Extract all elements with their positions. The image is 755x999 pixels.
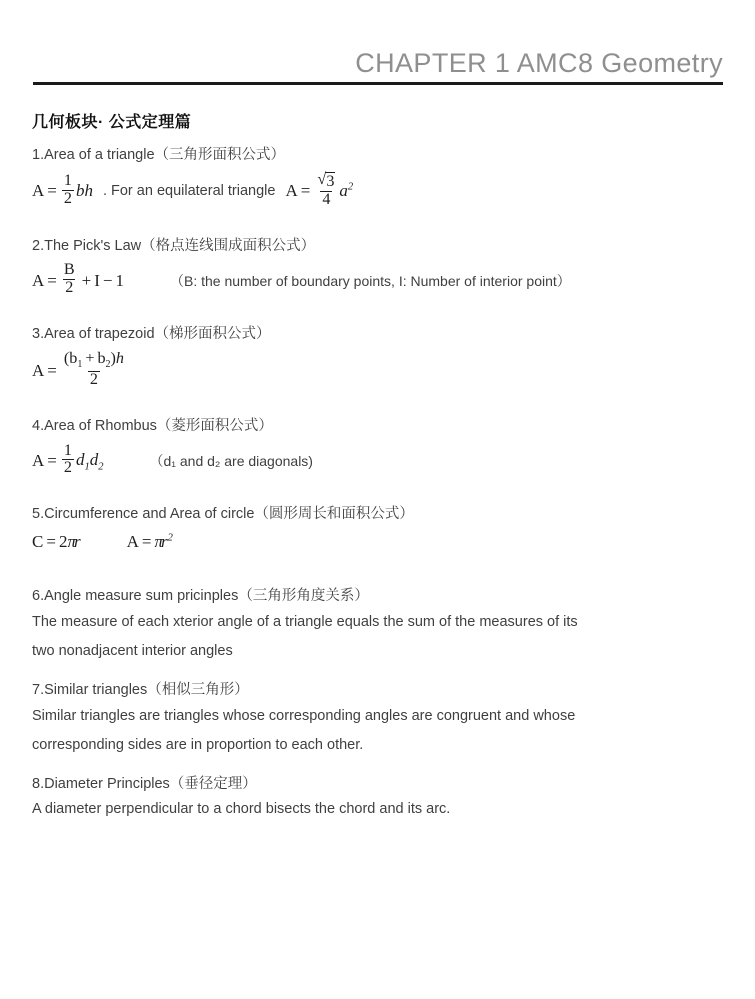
formula-3-numerator bbox=[62, 351, 126, 371]
document-content bbox=[32, 145, 724, 824]
formula-1-bh: bh bbox=[75, 181, 93, 201]
item-7-similar-triangles bbox=[32, 680, 724, 760]
formula-3-b1-sub: 1 bbox=[77, 359, 83, 371]
formula-3-equals: = bbox=[47, 360, 57, 380]
item-4-area-of-rhombus bbox=[32, 416, 724, 479]
formula-4-d1 bbox=[76, 450, 90, 472]
formula-5-pi: π bbox=[67, 532, 74, 552]
formula-5-C: C bbox=[32, 532, 44, 552]
formula-2-one: 1 bbox=[115, 270, 125, 290]
formula-4-d1-sub: 1 bbox=[84, 461, 90, 473]
formula-3-lparen: ( bbox=[63, 350, 70, 368]
formula-4-numerator: 1 bbox=[63, 441, 72, 459]
formula-5-r: r bbox=[73, 532, 81, 552]
formula-3-b2 bbox=[97, 350, 111, 371]
formula-4-d2-base: d bbox=[89, 449, 99, 469]
item-3-area-of-trapezoid bbox=[32, 324, 724, 389]
formula-1-radicand: 3 bbox=[326, 172, 335, 190]
formula-2-A: A bbox=[32, 270, 45, 290]
formula-4-d2-sub: 2 bbox=[98, 461, 104, 473]
item-6-body-line-2: two nonadjacent interior angles bbox=[32, 642, 233, 659]
formula-4-d2 bbox=[90, 450, 104, 472]
formula-2-numerator: B bbox=[63, 261, 75, 279]
item-7-body-line-1: Similar triangles are triangles whose corresponding angles are congruent and whose bbox=[32, 707, 576, 724]
item-4-formula bbox=[32, 441, 724, 479]
sqrt-icon bbox=[317, 172, 335, 191]
section-heading: 几何板块· 公式定理篇 bbox=[32, 114, 192, 131]
item-2-formula bbox=[32, 263, 724, 298]
formula-1-fraction bbox=[62, 173, 74, 208]
item-1-formula bbox=[32, 173, 724, 210]
item-4-note: （d₁ and d₂ are diagonals) bbox=[149, 452, 313, 469]
item-8-diameter-principles bbox=[32, 774, 724, 825]
formula-5-r-2 bbox=[161, 532, 173, 552]
formula-5-pi-2: π bbox=[154, 532, 161, 552]
formula-2-equals: = bbox=[47, 270, 57, 290]
formula-5-two: 2 bbox=[58, 532, 68, 552]
formula-5-equals-2: = bbox=[141, 532, 152, 552]
item-5-circle bbox=[32, 504, 724, 552]
item-5-title: 5.Circumference and Area of circle（圆形周长和面积公式） bbox=[32, 506, 414, 523]
formula-3-h: h bbox=[115, 350, 124, 368]
item-7-title: 7.Similar triangles（相似三角形） bbox=[32, 681, 249, 698]
formula-1-a bbox=[339, 181, 353, 201]
formula-4-denominator: 2 bbox=[63, 459, 72, 477]
formula-5-equals: = bbox=[46, 532, 56, 552]
item-4-title: 4.Area of Rhombus（菱形面积公式） bbox=[32, 417, 273, 434]
item-5-formula bbox=[32, 532, 724, 552]
page-header bbox=[33, 48, 723, 85]
formula-3-rparen: ) bbox=[110, 350, 116, 368]
formula-1-A2: A bbox=[285, 181, 298, 201]
item-2-picks-law bbox=[32, 236, 724, 299]
formula-2-I: I bbox=[94, 270, 100, 290]
formula-3-b2-base: b bbox=[97, 350, 106, 368]
formula-1-denominator: 2 bbox=[63, 189, 72, 207]
formula-1-a-exponent: 2 bbox=[347, 181, 354, 193]
formula-4-fraction bbox=[62, 443, 74, 478]
formula-1-sqrt-denominator: 4 bbox=[322, 190, 331, 208]
formula-1-numerator: 1 bbox=[63, 171, 72, 189]
formula-2-minus: − bbox=[102, 270, 113, 290]
formula-1-a-base: a bbox=[339, 181, 348, 201]
formula-4-equals: = bbox=[47, 450, 57, 470]
item-3-title: 3.Area of trapezoid（梯形面积公式） bbox=[32, 326, 271, 343]
formula-1-equals: = bbox=[47, 181, 57, 201]
item-2-note: （B: the number of boundary points, I: Number of interior point） bbox=[170, 272, 571, 289]
item-8-body-line-1: A diameter perpendicular to a chord bisects the chord and its arc. bbox=[32, 801, 451, 818]
formula-5-A: A bbox=[126, 532, 139, 552]
formula-4-A: A bbox=[32, 450, 45, 470]
formula-3-b2-sub: 2 bbox=[105, 359, 111, 371]
item-8-title: 8.Diameter Principles（垂径定理） bbox=[32, 775, 257, 792]
formula-3-b1 bbox=[69, 350, 83, 371]
item-6-body-line-1: The measure of each xterior angle of a triangle equals the sum of the measures of its bbox=[32, 613, 578, 630]
formula-3-denominator: 2 bbox=[89, 370, 98, 388]
item-6-title: 6.Angle measure sum pricinples（三角形角度关系） bbox=[32, 588, 369, 605]
formula-1-mid-text: . For an equilateral triangle bbox=[102, 183, 276, 200]
chapter-title: CHAPTER 1 AMC8 Geometry bbox=[355, 48, 723, 78]
formula-2-plus: + bbox=[81, 270, 92, 290]
formula-1-sqrt-numerator bbox=[315, 172, 337, 191]
formula-3-b1-base: b bbox=[69, 350, 78, 368]
formula-4-d1-base: d bbox=[75, 449, 85, 469]
formula-3-A: A bbox=[32, 360, 45, 380]
item-6-angle-sum-principles bbox=[32, 586, 724, 666]
item-3-formula bbox=[32, 352, 724, 390]
formula-5-exponent: 2 bbox=[167, 532, 173, 544]
item-2-title: 2.The Pick's Law（格点连线围成面积公式） bbox=[32, 237, 316, 254]
item-7-body-line-2: corresponding sides are in proportion to each other. bbox=[32, 736, 364, 753]
formula-1-equals-2: = bbox=[300, 181, 311, 201]
formula-2-denominator: 2 bbox=[65, 279, 74, 297]
formula-1-A: A bbox=[32, 181, 45, 201]
formula-2-fraction bbox=[62, 262, 77, 297]
item-1-area-of-triangle bbox=[32, 145, 724, 210]
header-divider bbox=[33, 82, 723, 85]
formula-5-r2-base: r bbox=[161, 532, 168, 552]
formula-3-plus: + bbox=[85, 350, 95, 368]
formula-3-fraction bbox=[62, 351, 126, 389]
item-1-title: 1.Area of a triangle（三角形面积公式） bbox=[32, 147, 286, 163]
formula-1-sqrt-fraction bbox=[315, 172, 337, 209]
